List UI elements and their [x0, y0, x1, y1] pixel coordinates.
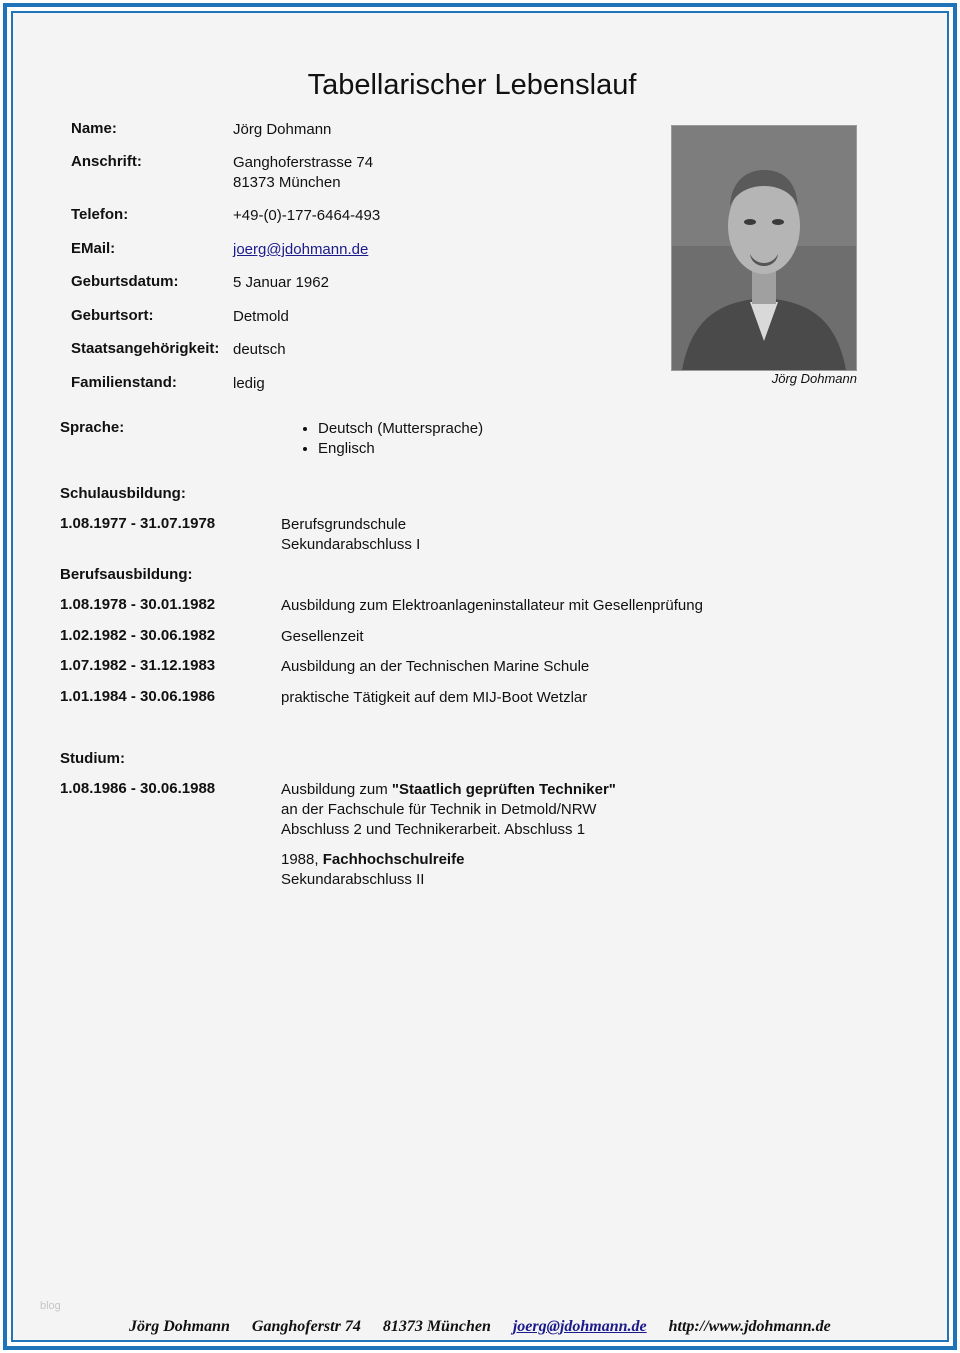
study-degree-title: "Staatlich geprüften Techniker" — [391, 781, 616, 798]
vocational-entry-dates: 1.01.1984 - 30.06.1986 — [60, 688, 216, 705]
study-section-title: Studium: — [60, 750, 125, 767]
school-section-title: Schulausbildung: — [60, 485, 186, 502]
footer-street: Ganghoferstr 74 — [251, 1318, 361, 1335]
vocational-entry-description: praktische Tätigkeit auf dem MIJ-Boot Wetzlar — [281, 689, 588, 706]
document-page — [11, 11, 949, 1342]
school-entry-description — [281, 515, 420, 555]
phone-label: Telefon: — [71, 206, 129, 223]
study-line: Abschluss 2 und Technikerarbeit. Abschluss 1 — [281, 821, 586, 838]
portrait-photo — [671, 125, 857, 371]
school-entry-dates: 1.08.1977 - 31.07.1978 — [60, 515, 216, 532]
email-link[interactable]: joerg@jdohmann.de — [233, 241, 369, 258]
nationality-value: deutsch — [233, 341, 286, 358]
name-label: Name: — [71, 120, 117, 137]
address-label: Anschrift: — [71, 153, 142, 170]
language-item: • Deutsch (Muttersprache) — [318, 419, 483, 439]
vocational-section-title: Berufsausbildung: — [60, 566, 193, 583]
study-line-prefix: 1988, — [281, 851, 323, 868]
birthdate-label: Geburtsdatum: — [71, 273, 179, 290]
footer — [129, 1318, 849, 1336]
study-line: Sekundarabschluss II — [281, 871, 425, 888]
nationality-label: Staatsangehörigkeit: — [71, 340, 220, 357]
photo-caption: Jörg Dohmann — [771, 371, 857, 386]
languages-label: Sprache: — [60, 419, 125, 436]
vocational-entry-description: Ausbildung zum Elektroanlageninstallateur mit Gesellenprüfung — [281, 597, 703, 614]
language-item: • Englisch — [318, 439, 483, 459]
birthplace-value: Detmold — [233, 308, 289, 325]
watermark-text: blog — [40, 1300, 61, 1312]
email-label: EMail: — [71, 240, 116, 257]
footer-email-link[interactable]: joerg@jdohmann.de — [512, 1318, 647, 1335]
study-qualification: Fachhochschulreife — [322, 851, 465, 868]
phone-value: +49-(0)-177-6464-493 — [233, 207, 381, 224]
name-value: Jörg Dohmann — [233, 121, 332, 138]
languages-list — [281, 419, 483, 459]
vocational-entry-dates: 1.02.1982 - 30.06.1982 — [60, 627, 216, 644]
study-line-prefix: Ausbildung zum — [281, 781, 392, 798]
languages-list-container — [281, 419, 483, 459]
birthdate-value: 5 Januar 1962 — [233, 274, 329, 291]
footer-city: 81373 München — [382, 1318, 491, 1335]
footer-name: Jörg Dohmann — [129, 1318, 230, 1335]
vocational-entry-dates: 1.08.1978 - 30.01.1982 — [60, 596, 216, 613]
address-line-1: Ganghoferstrasse 74 — [233, 154, 374, 171]
vocational-entry-description: Ausbildung an der Technischen Marine Schule — [281, 658, 590, 675]
address-line-2: 81373 München — [233, 174, 341, 191]
marital-status-label: Familienstand: — [71, 374, 177, 391]
vocational-entry-description: Gesellenzeit — [281, 628, 364, 645]
study-entry-dates: 1.08.1986 - 30.06.1988 — [60, 780, 216, 797]
marital-status-value: ledig — [233, 375, 265, 392]
school-entry-line: Berufsgrundschule — [281, 516, 407, 533]
footer-website[interactable]: http://www.jdohmann.de — [668, 1318, 831, 1335]
page-title: Tabellarischer Lebenslauf — [307, 69, 637, 101]
vocational-entry-dates: 1.07.1982 - 31.12.1983 — [60, 657, 216, 674]
study-entry-description — [281, 780, 616, 890]
birthplace-label: Geburtsort: — [71, 307, 154, 324]
address-value — [233, 153, 373, 193]
school-entry-line: Sekundarabschluss I — [281, 536, 421, 553]
study-line: an der Fachschule für Technik in Detmold/NRW — [281, 801, 597, 818]
portrait-image — [672, 126, 856, 370]
